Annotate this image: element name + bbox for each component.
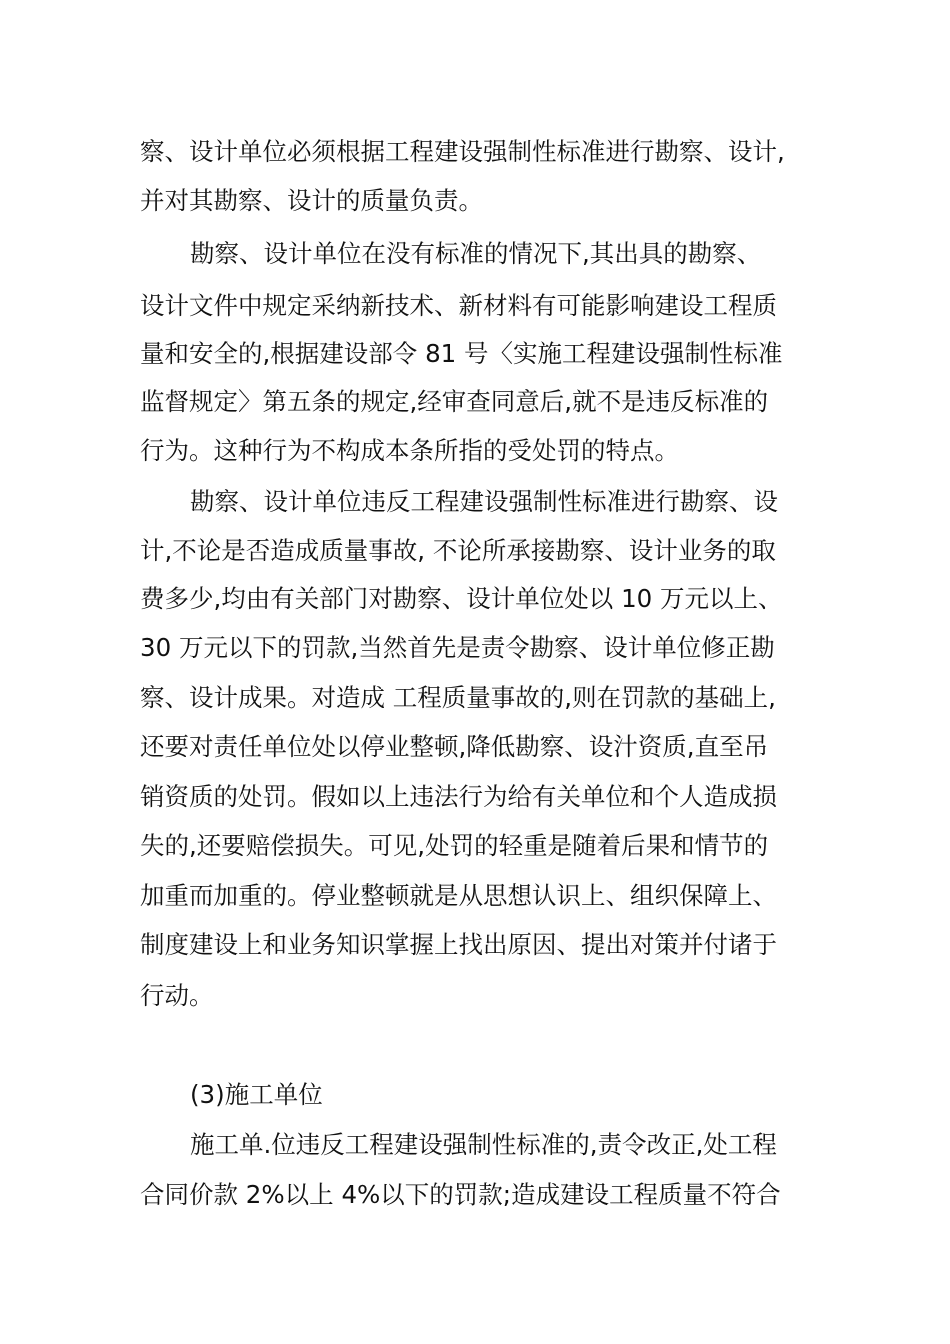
- section-heading: (3)施工单位: [190, 1080, 323, 1109]
- text-line: 还要对责任单位处以停业整顿,降低勘察、设汁资质,直至吊: [140, 732, 769, 761]
- text-line: 合同价款 2%以上 4%以下的罚款;造成建设工程质量不符合: [140, 1180, 781, 1209]
- text-line: 设计文件中规定采纳新技术、新材料有可能影响建设工程质: [140, 291, 777, 320]
- paragraph-start-line: 勘察、设计单位违反工程建设强制性标准进行勘察、设: [190, 487, 778, 516]
- text-line: 30 万元以下的罚款,当然首先是责令勘察、设计单位修正勘: [140, 633, 775, 662]
- text-line: 制度建设上和业务知识掌握上找出原因、提出对策并付诸于: [140, 930, 777, 959]
- text-line: 加重而加重的。停业整顿就是从思想认识上、组织保障上、: [140, 881, 777, 910]
- text-line: 费多少,均由有关部门对勘察、设计单位处以 10 万元以上、: [140, 584, 783, 613]
- paragraph-start-line: 勘察、设计单位在没有标准的情况下,其出具的勘察、: [190, 239, 762, 268]
- text-line: 监督规定〉第五条的规定,经审查同意后,就不是违反标准的: [140, 387, 769, 416]
- text-line: 计,不论是否造成质量事故, 不论所承接勘察、设计业务的取: [140, 536, 776, 565]
- text-line: 量和安全的,根据建设部令 81 号〈实施工程建设强制性标准: [140, 339, 783, 368]
- text-line: 失的,还要赔偿损失。可见,处罚的轻重是随着后果和情节的: [140, 831, 769, 860]
- text-line: 察、设计成果。对造成 工程质量事故的,则在罚款的基础上,: [140, 683, 776, 712]
- text-line: 行为。这种行为不构成本条所指的受处罚的特点。: [140, 436, 679, 465]
- text-line: 察、设计单位必须根据工程建设强制性标准进行勘察、设计,: [140, 137, 785, 166]
- text-line: 销资质的处罚。假如以上违法行为给有关单位和个人造成损: [140, 782, 777, 811]
- text-line: 并对其勘察、设计的质量负责。: [140, 186, 483, 215]
- paragraph-start-line: 施工单.位违反工程建设强制性标准的,责令改正,处工程: [190, 1130, 777, 1159]
- text-line: 行动。: [140, 981, 214, 1010]
